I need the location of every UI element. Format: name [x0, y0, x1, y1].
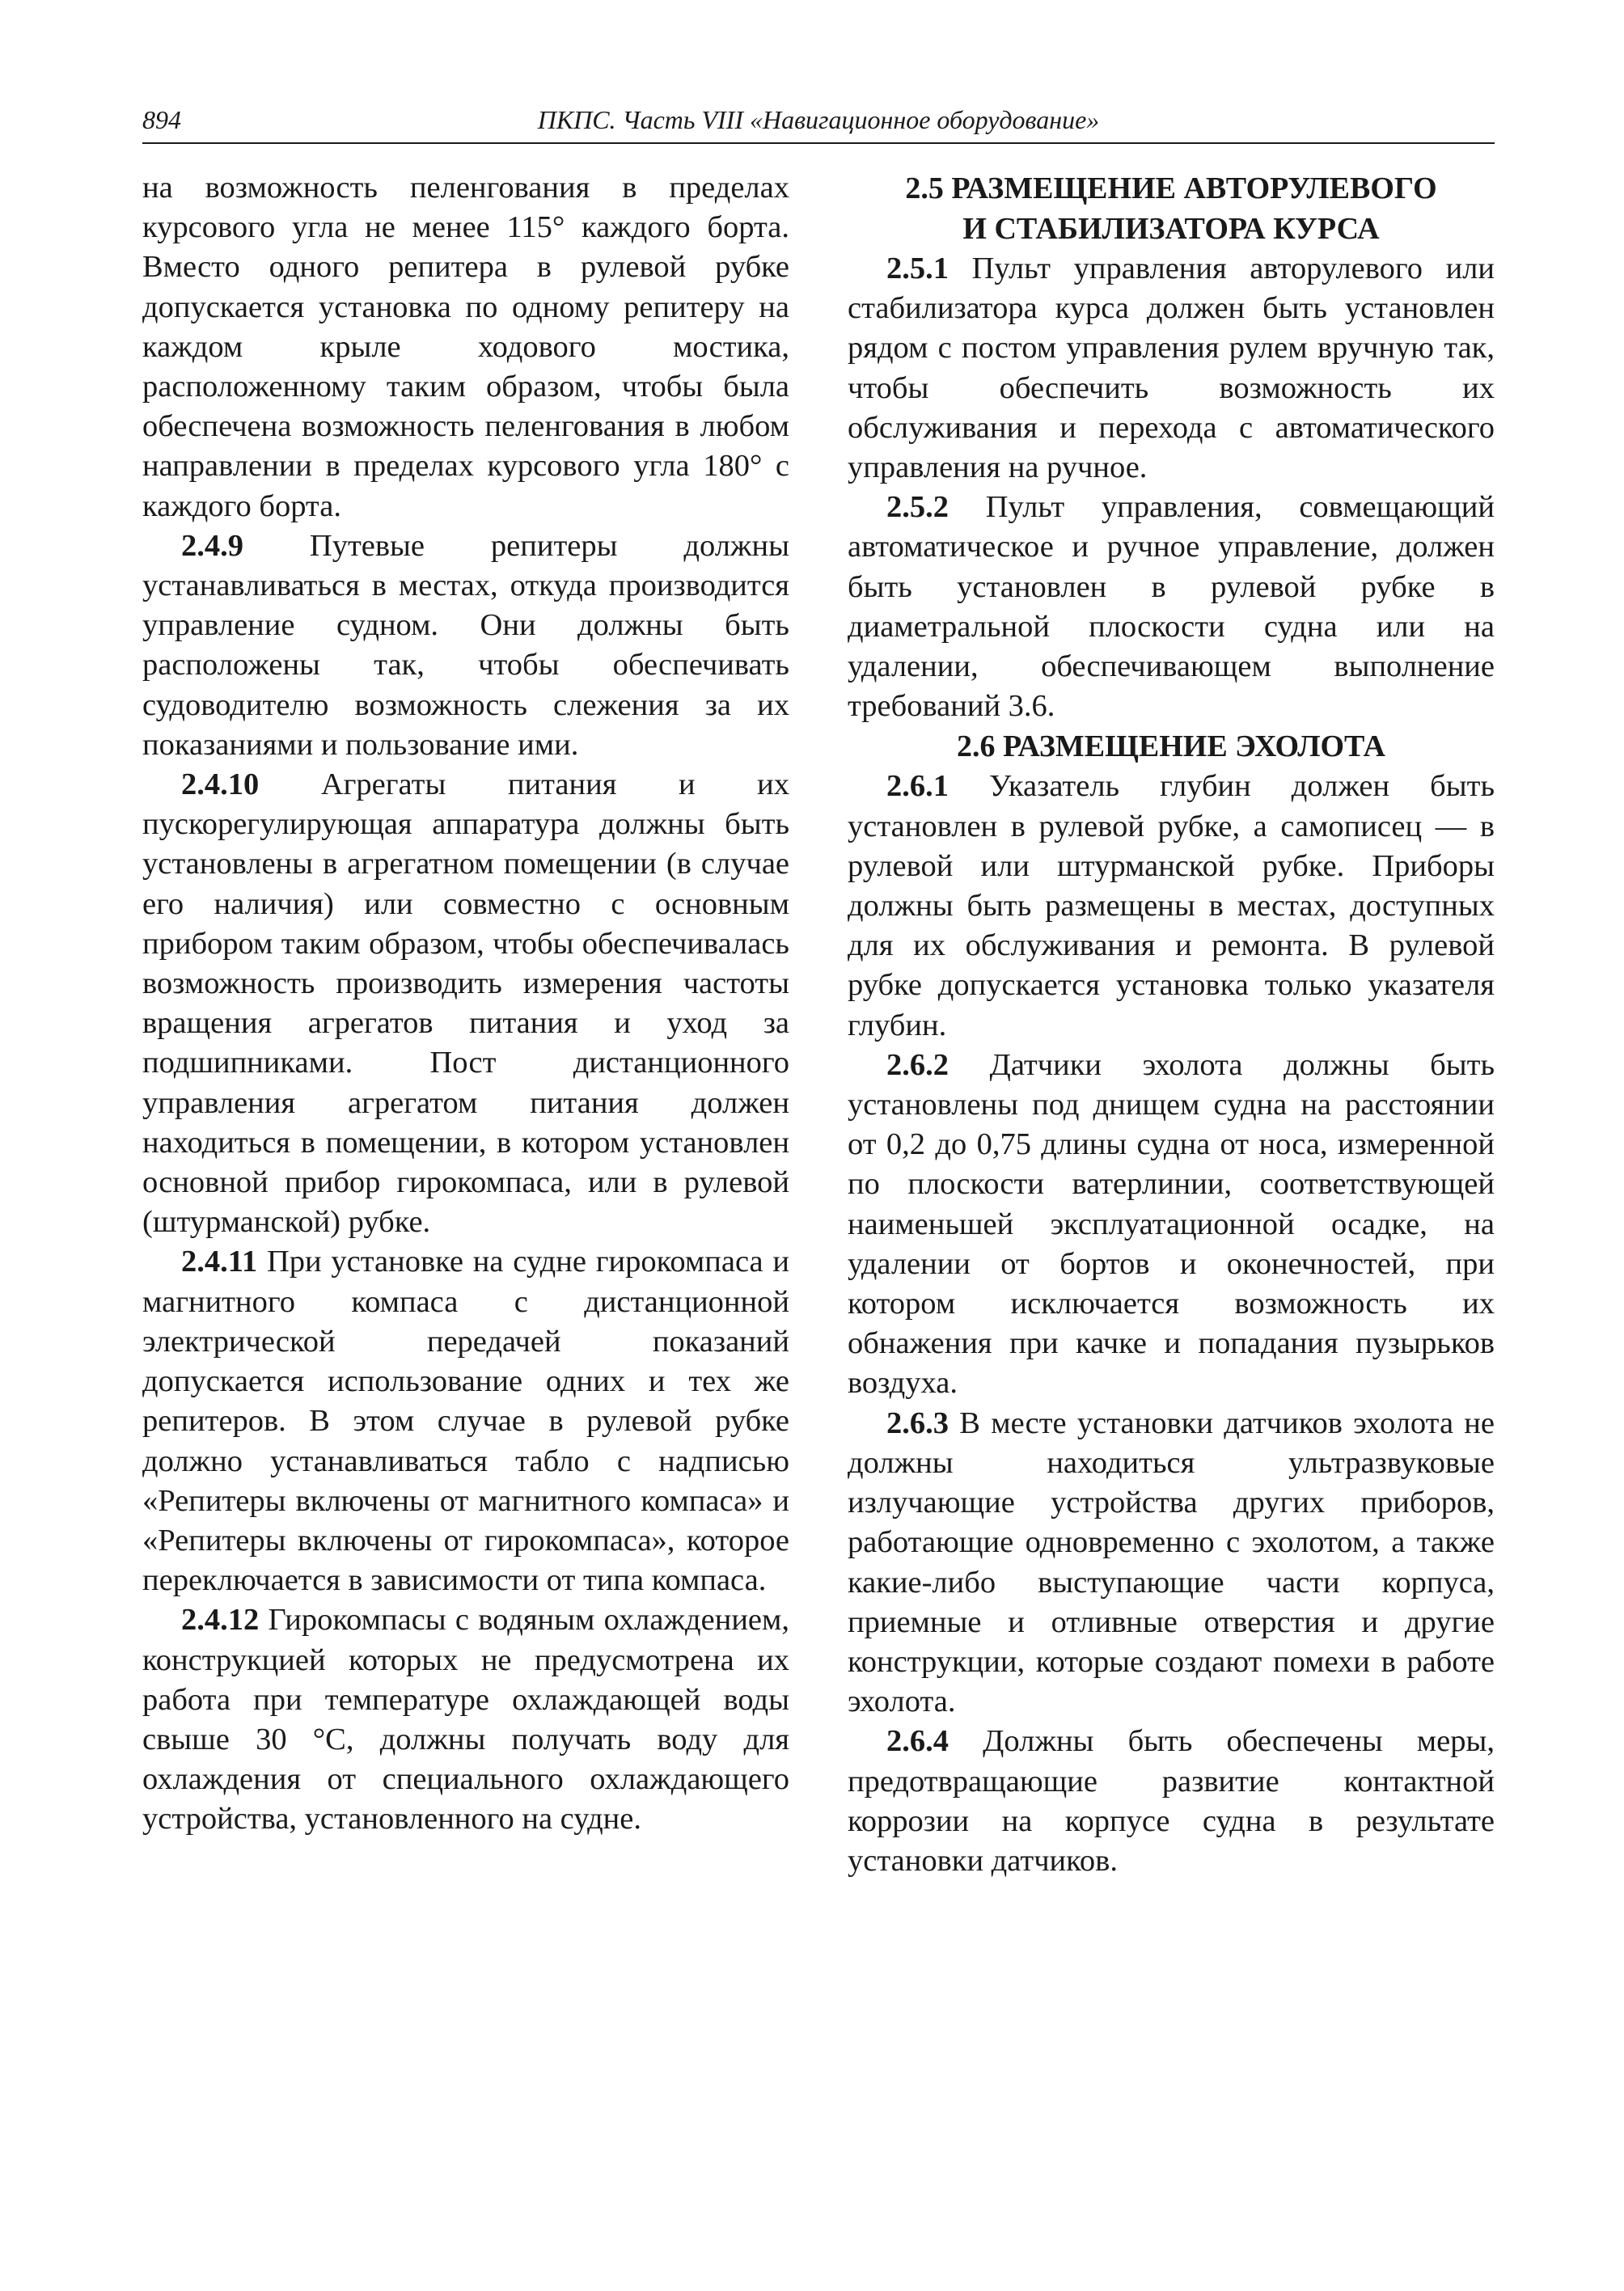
section-heading-2-5 — [848, 168, 1495, 249]
paragraph-2-6-3 — [848, 1404, 1495, 1722]
section-heading-line: 2.5 РАЗМЕЩЕНИЕ АВТОРУЛЕВОГО — [905, 171, 1437, 205]
paragraph-2-4-9 — [142, 526, 789, 765]
paragraph-text: Пульт управления, совмещающий автоматическое и ручное управление, должен быть установлен в рулевой рубке в диаметральной плоскости судна или на удалении, обеспечивающем выполнение требований 3.6. — [848, 490, 1495, 724]
paragraph-number: 2.5.2 — [886, 490, 949, 525]
section-heading-2-6: 2.6 РАЗМЕЩЕНИЕ ЭХОЛОТА — [957, 729, 1385, 764]
paragraph-number: 2.6.1 — [886, 769, 949, 804]
paragraph-number: 2.4.12 — [181, 1603, 260, 1638]
paragraph-text: Гирокомпасы с водяным охлаждением, конструкцией которых не предусмотрена их работа при температуре охлаждающей воды свыше 30 °С, должны получать воду для охлаждения от специального охлаждающего устройства, установленного на судне. — [142, 1603, 790, 1837]
running-title: ПКПС. Часть VIII «Навигационное оборудование» — [537, 105, 1100, 134]
continuation-paragraph: на возможность пеленгования в пределах курсового угла не менее 115° каждого борта. Вместо одного репитера в рулевой рубке допускается установка по одному репитеру на каждом крыле ходового мостика, расположенному таким образом, чтобы была обеспечена возможность пеленгования в любом направлении в пределах курсового угла 180° с каждого борта. — [142, 171, 789, 523]
paragraph-number: 2.4.9 — [181, 528, 243, 563]
paragraph-number: 2.6.4 — [886, 1724, 949, 1759]
paragraph-text: Пульт управления авторулевого или стабилизатора курса должен быть установлен рядом с постом управления рулем вручную так, чтобы обеспечить возможность их обслуживания и перехода с автоматического управления на ручное. — [848, 252, 1495, 485]
paragraph-2-4-10 — [142, 765, 789, 1242]
paragraph-2-4-11 — [142, 1242, 789, 1600]
paragraph-number: 2.6.2 — [886, 1047, 949, 1082]
paragraph-text: В месте установки датчиков эхолота не должны находиться ультразвуковые излучающие устройства других приборов, работающие одновременно с эхолотом, а также какие-либо выступающие части корпуса, приемные и отливные отверстия и другие конструкции, которые создают помехи в работе эхолота. — [848, 1405, 1495, 1719]
paragraph-2-5-1 — [848, 249, 1495, 488]
paragraph-number: 2.4.11 — [181, 1245, 258, 1279]
paragraph-text: При установке на судне гирокомпаса и магнитного компаса с дистанционной электрической передачей показаний допускается использование одних и тех же репитеров. В этом случае в рулевой рубке должно устанавливаться табло с надписью «Репитеры включены от магнитного компаса» и «Репитеры включены от гирокомпаса», которое переключается в зависимости от типа компаса. — [142, 1245, 789, 1598]
paragraph-text: Указатель глубин должен быть установлен в рулевой рубке, а самописец — в рулевой или штурманской рубке. Приборы должны быть размещены в местах, доступных для их обслуживания и ремонта. В рулевой рубке допускается установка только указателя глубин. — [848, 769, 1495, 1042]
paragraph-2-6-4 — [848, 1722, 1495, 1881]
paragraph-2-5-2 — [848, 488, 1495, 726]
paragraph-text: Должны быть обеспечены меры, предотвращающие развитие контактной коррозии на корпусе судна в результате установки датчиков. — [848, 1724, 1495, 1878]
page-header — [142, 102, 1495, 144]
paragraph-text: Датчики эхолота должны быть установлены под днищем судна на расстоянии от 0,2 до 0,75 длины судна от носа, измеренной по плоскости ватерлинии, соответствующей наименьшей эксплуатационной осадке, на удалении от бортов и оконечностей, при котором исключается возможность их обнажения при качке и попадания пузырьков воздуха. — [848, 1047, 1495, 1401]
paragraph-number: 2.4.10 — [181, 767, 260, 802]
paragraph-text: Путевые репитеры должны устанавливаться в местах, откуда производится управление судном. Они должны быть расположены так, чтобы обеспечивать судоводителю возможность слежения за их показаниями и пользование ими. — [142, 528, 789, 762]
section-heading-line: И СТАБИЛИЗАТОРА КУРСА — [962, 212, 1380, 246]
page-number: 894 — [142, 105, 181, 134]
paragraph-2-6-2 — [848, 1046, 1495, 1404]
left-column — [142, 168, 789, 1840]
paragraph-2-6-1 — [848, 767, 1495, 1045]
paragraph-number: 2.5.1 — [886, 252, 949, 285]
paragraph-2-4-12 — [142, 1600, 789, 1839]
right-column — [848, 168, 1495, 1881]
paragraph-text: Агрегаты питания и их пускорегулирующая аппаратура должны быть установлены в агрегатном помещении (в случае его наличия) или совместно с основным прибором таким образом, чтобы обеспечивалась возможность производить измерения частоты вращения агрегатов питания и уход за подшипниками. Пост дистанционного управления агрегатом питания должен находиться в помещении, в котором установлен основной прибор гирокомпаса, или в рулевой (штурманской) рубке. — [142, 767, 789, 1240]
paragraph-number: 2.6.3 — [886, 1405, 949, 1440]
